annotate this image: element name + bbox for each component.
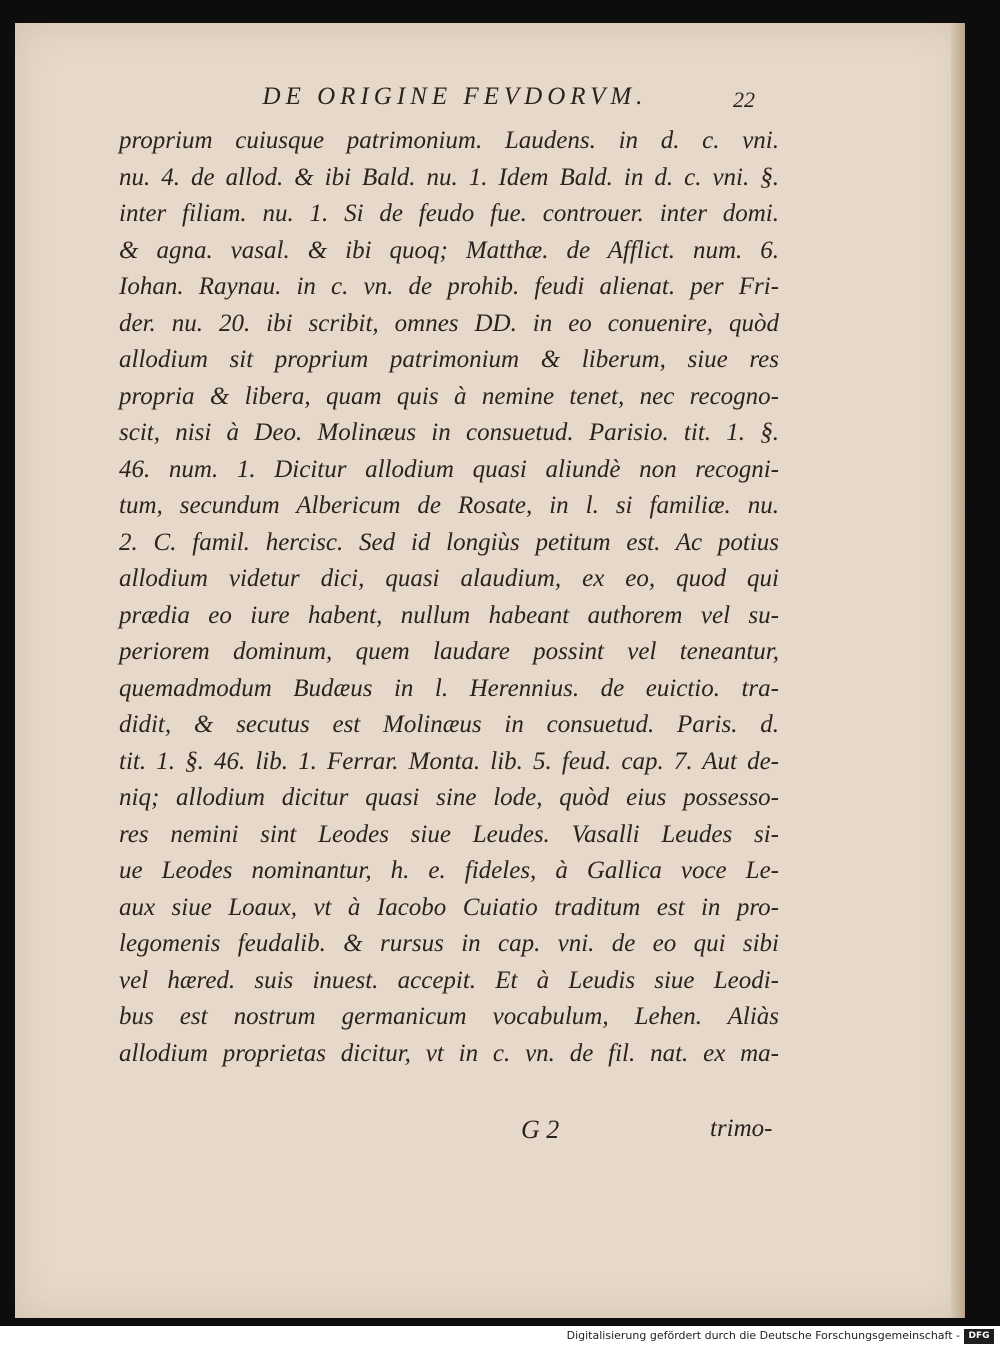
- signature-mark: G 2: [521, 1115, 560, 1144]
- dfg-logo: DFG: [964, 1329, 994, 1344]
- text-line: Iohan. Raynau. in c. vn. de prohib. feudi alienat. per Fri-: [119, 273, 779, 300]
- text-line: propria & libera, quam quis à nemine tenet, nec recogno-: [119, 382, 779, 410]
- text-line: allodium sit proprium patrimonium & liberum, siue res: [119, 346, 779, 373]
- text-line: vel hæred. suis inuest. accepit. Et à Leudis siue Leodi-: [119, 966, 779, 994]
- book-page: [15, 23, 965, 1318]
- text-line: quemadmodum Budæus in l. Herennius. de euictio. tra-: [119, 674, 779, 702]
- text-line: legomenis feudalib. & rursus in cap. vni. de eo qui sibi: [119, 930, 779, 957]
- page-footer: [15, 1115, 965, 1155]
- text-line: allodium videtur dici, quasi alaudium, ex eo, quod qui: [119, 565, 779, 592]
- text-line: nu. 4. de allod. & ibi Bald. nu. 1. Idem Bald. in d. c. vni. §.: [119, 163, 779, 191]
- running-head: DE ORIGINE FEVDORVM.: [262, 83, 648, 110]
- text-line: tit. 1. §. 46. lib. 1. Ferrar. Monta. lib. 5. feud. cap. 7. Aut de-: [119, 747, 779, 775]
- text-line: prædia eo iure habent, nullum habeant authorem vel su-: [119, 601, 779, 629]
- text-line: der. nu. 20. ibi scribit, omnes DD. in eo conuenire, quòd: [119, 309, 779, 337]
- text-line: tum, secundum Albericum de Rosate, in l. si familiæ. nu.: [119, 492, 779, 519]
- text-line: & agna. vasal. & ibi quoq; Matthæ. de Afflict. num. 6.: [119, 236, 779, 264]
- catchword: trimo-: [710, 1115, 773, 1142]
- text-line: inter filiam. nu. 1. Si de feudo fue. controuer. inter domi.: [119, 200, 779, 227]
- text-line: periorem dominum, quem laudare possint vel teneantur,: [119, 638, 779, 665]
- text-line: res nemini sint Leodes siue Leudes. Vasalli Leudes si-: [119, 820, 779, 848]
- text-line: bus est nostrum germanicum vocabulum, Lehen. Aliàs: [119, 1003, 779, 1030]
- text-line: proprium cuiusque patrimonium. Laudens. in d. c. vni.: [119, 127, 779, 154]
- text-line: ue Leodes nominantur, h. e. fideles, à Gallica voce Le-: [119, 857, 779, 884]
- body-text: [119, 123, 779, 1072]
- text-line: scit, nisi à Deo. Molinæus in consuetud. Parisio. tit. 1. §.: [119, 419, 779, 446]
- text-line: 46. num. 1. Dicitur allodium quasi aliundè non recogni-: [119, 455, 779, 483]
- text-line: aux siue Loaux, vt à Iacobo Cuiatio traditum est in pro-: [119, 893, 779, 921]
- text-line: 2. C. famil. hercisc. Sed id longiùs petitum est. Ac potius: [119, 528, 779, 556]
- text-line: allodium proprietas dicitur, vt in c. vn. de fil. nat. ex ma-: [119, 1039, 779, 1067]
- credit-text: Digitalisierung gefördert durch die Deutsche Forschungsgemeinschaft -: [566, 1329, 960, 1342]
- text-line: niq; allodium dicitur quasi sine lode, quòd eius possesso-: [119, 784, 779, 811]
- text-line: didit, & secutus est Molinæus in consuetud. Paris. d.: [119, 711, 779, 738]
- credit-bar: [0, 1326, 1000, 1348]
- page-number: 22: [733, 87, 755, 112]
